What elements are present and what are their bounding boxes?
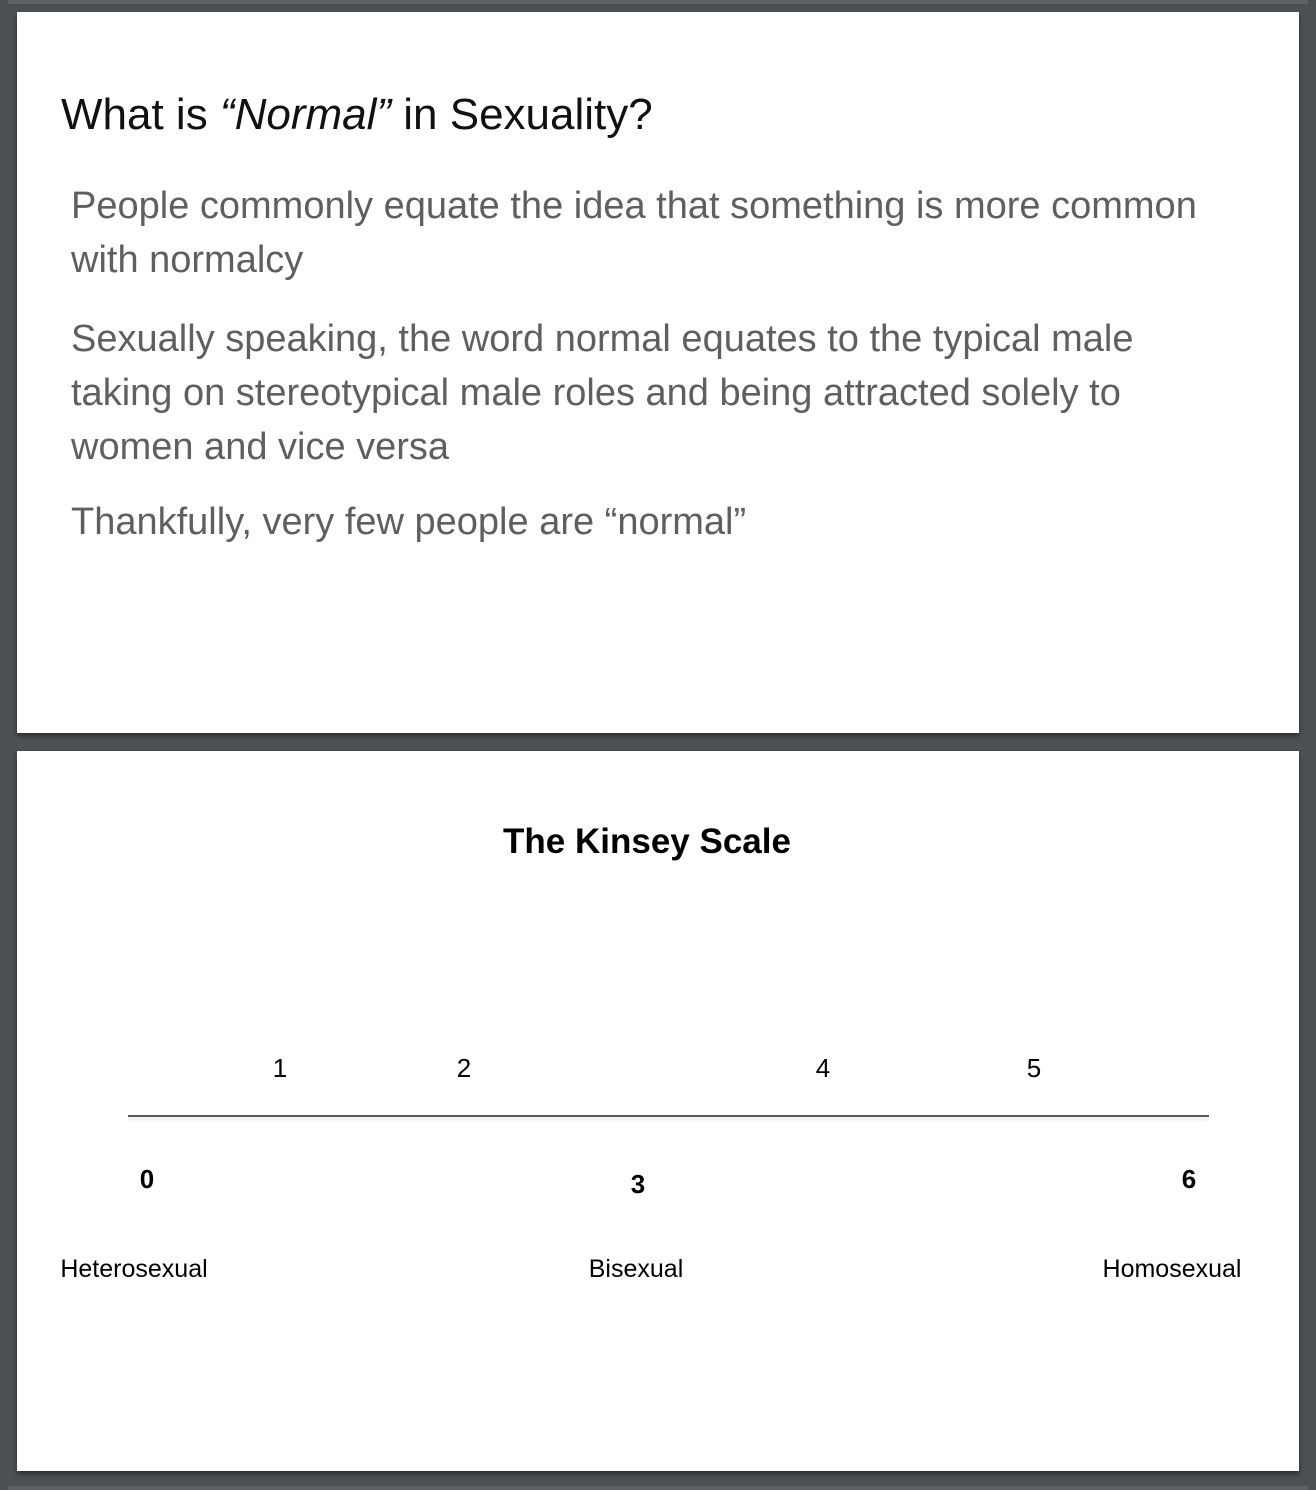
text-line: with normalcy [71,239,304,281]
slide1-paragraph-1 [71,179,1197,287]
slide1-title [61,90,653,140]
scale-tick-5: 5 [1026,1053,1042,1083]
slide1-paragraph-2 [71,312,1133,474]
slide2-title: The Kinsey Scale [503,822,791,861]
scale-tick-4: 4 [815,1053,831,1083]
slide1-title-post: in Sexuality? [391,90,653,139]
text-line: Thankfully, very few people are “normal” [71,501,747,543]
scale-label-bisexual: Bisexual [588,1255,684,1283]
text-line: taking on stereotypical male roles and being attracted solely to [71,372,1121,414]
scale-tick-1: 1 [272,1053,288,1083]
slide1-paragraph-3 [71,495,746,549]
top-edge-strip [8,0,1308,4]
slide1-title-italic: “Normal” [219,90,392,139]
scale-tick-3: 3 [630,1169,646,1199]
scale-label-homosexual: Homosexual [1102,1255,1242,1283]
text-line: women and vice versa [71,426,450,468]
bottom-edge-strip [8,1486,1308,1490]
scale-tick-0: 0 [139,1164,155,1194]
slide1-title-pre: What is [61,90,220,139]
slide-2[interactable] [17,751,1299,1471]
slide-1[interactable] [17,12,1299,733]
scale-label-heterosexual: Heterosexual [60,1255,208,1283]
text-line: Sexually speaking, the word normal equates to the typical male [71,318,1134,360]
scale-line [128,1115,1209,1117]
text-line: People commonly equate the idea that something is more common [71,185,1197,227]
scale-tick-6: 6 [1181,1164,1197,1194]
scale-tick-2: 2 [456,1053,472,1083]
